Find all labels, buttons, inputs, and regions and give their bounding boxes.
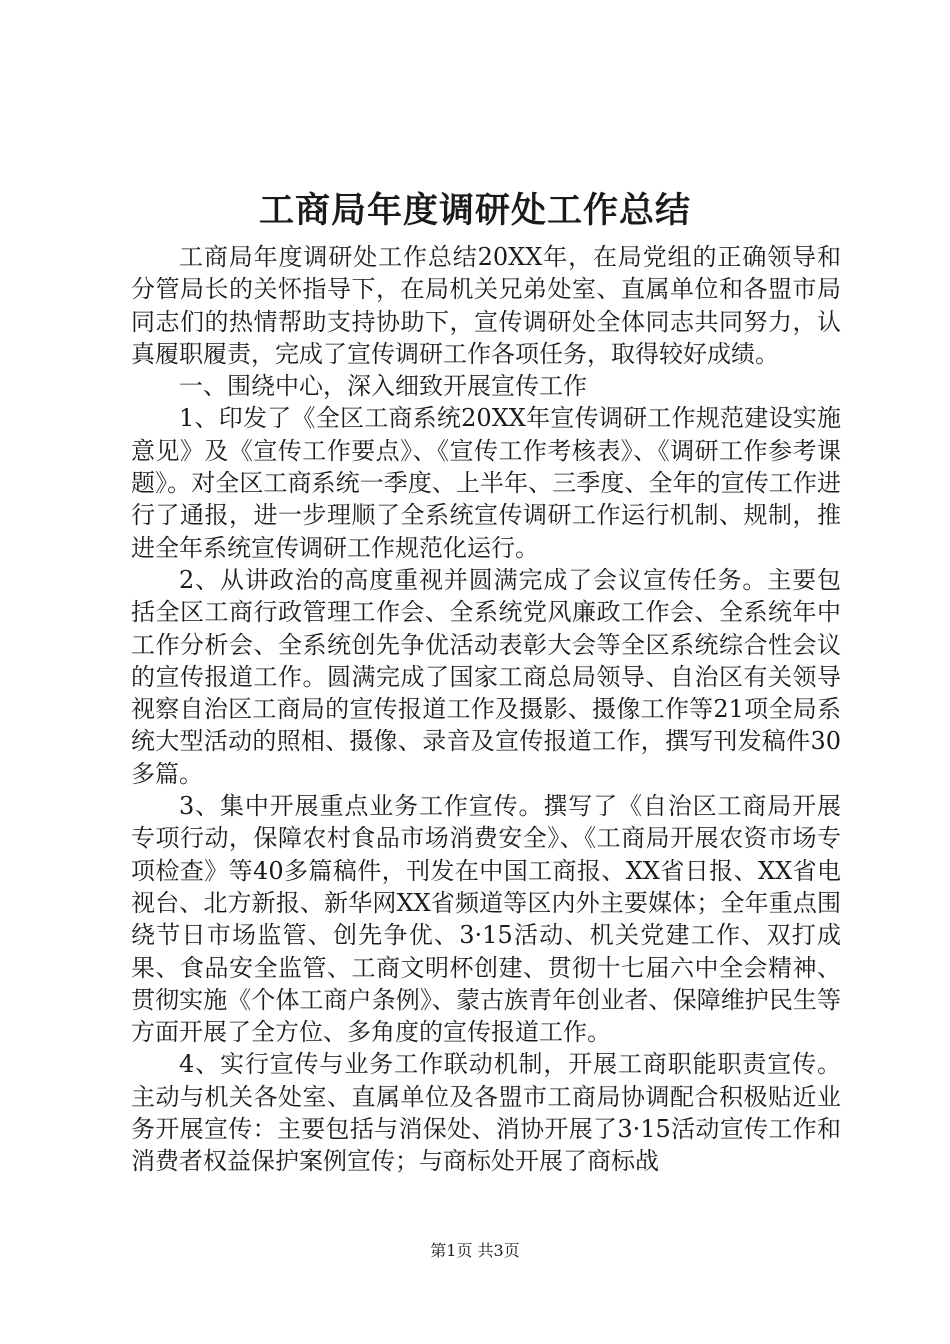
document-title: 工商局年度调研处工作总结	[258, 190, 691, 231]
document-body	[131, 241, 841, 1178]
paragraph-item-2: 2、从讲政治的高度重视并圆满完成了会议宣传任务。主要包括全区工商行政管理工作会、全系统党风廉政工作会、全系统年中工作分析会、全系统创先争优活动表彰大会等全区系统综合性会议的宣传报道工作。圆满完成了国家工商总局领导、自治区有关领导视察自治区工商局的宣传报道工作及摄影、摄像工作等21项全局系统大型活动的照相、摄像、录音及宣传报道工作，撰写刊发稿件30多篇。	[131, 565, 841, 788]
paragraph-item-4: 4、实行宣传与业务工作联动机制，开展工商职能职责宣传。主动与机关各处室、直属单位及各盟市工商局协调配合积极贴近业务开展宣传：主要包括与消保处、消协开展了3·15活动宣传工作和消费者权益保护案例宣传；与商标处开展了商标战	[131, 1050, 841, 1176]
section-heading-1: 一、围绕中心，深入细致开展宣传工作	[179, 372, 587, 401]
paragraph-item-1: 1、印发了《全区工商系统20XX年宣传调研工作规范建设实施意见》及《宣传工作要点》、《宣传工作考核表》、《调研工作参考课题》。对全区工商系统一季度、上半年、三季度、全年的宣传工作进行了通报，进一步理顺了全系统宣传调研工作运行机制、规制，推进全年系统宣传调研工作规范化运行。	[131, 404, 841, 562]
paragraph-item-3: 3、集中开展重点业务工作宣传。撰写了《自治区工商局开展专项行动，保障农村食品市场消费安全》、《工商局开展农资市场专项检查》等40多篇稿件，刊发在中国工商报、XX省日报、XX省电视台、北方新报、新华网XX省频道等区内外主要媒体；全年重点围绕节日市场监管、创先争优、3·15活动、机关党建工作、双打成果、食品安全监管、工商文明杯创建、贯彻十七届六中全会精神、贯彻实施《个体工商户条例》、蒙古族青年创业者、保障维护民生等方面开展了全方位、多角度的宣传报道工作。	[131, 792, 841, 1047]
page-footer: 第1页 共3页	[430, 1241, 520, 1260]
paragraph-intro: 工商局年度调研处工作总结20XX年，在局党组的正确领导和分管局长的关怀指导下，在局机关兄弟处室、直属单位和各盟市局同志们的热情帮助支持协助下，宣传调研处全体同志共同努力，认真履职履责，完成了宣传调研工作各项任务，取得较好成绩。	[131, 243, 841, 368]
